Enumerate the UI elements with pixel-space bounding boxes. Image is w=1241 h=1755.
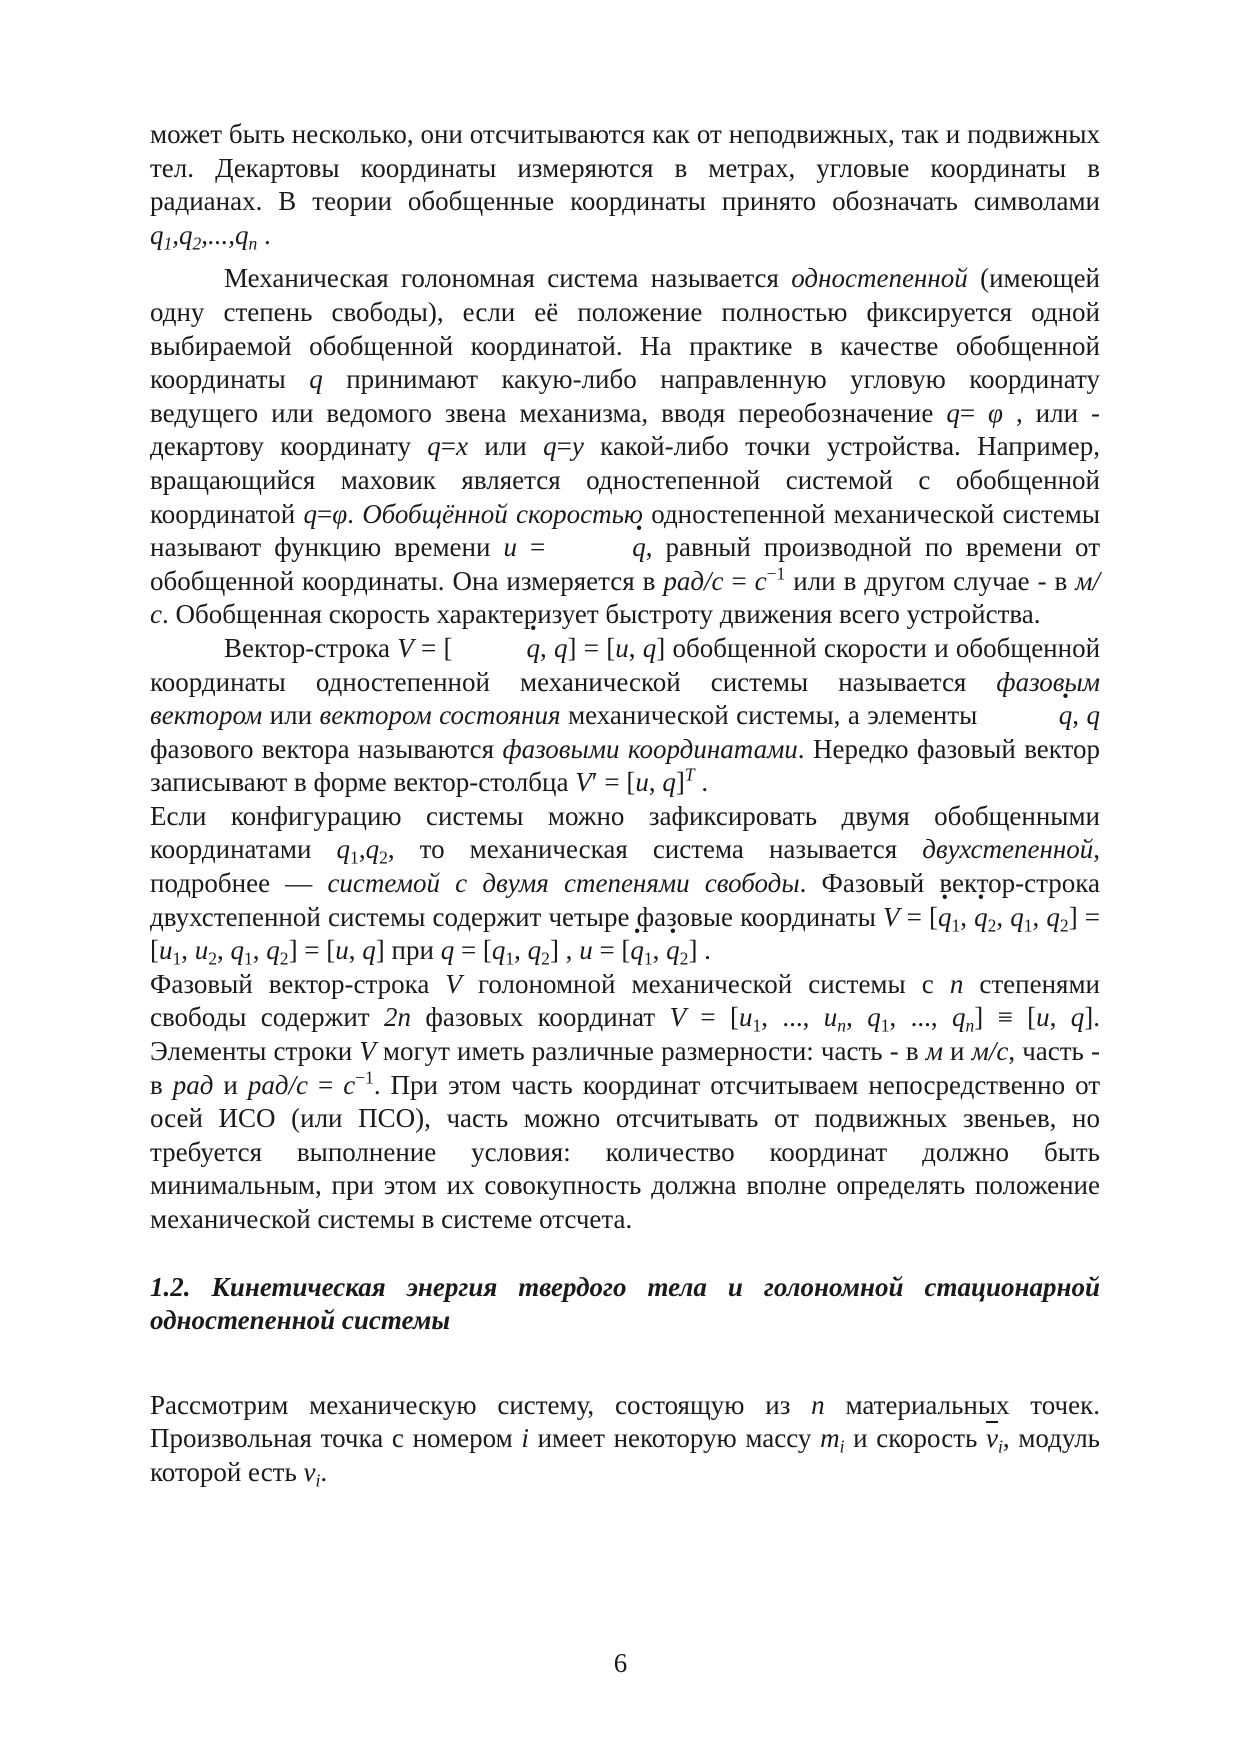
text: . Нередко фазовый вектор записывают в форме вектор-столбца [150, 733, 1100, 798]
text: , то механическая система называется [387, 834, 923, 865]
page-number: 6 [613, 1648, 628, 1678]
paragraph-2: Механическая голономная система называется одностепенной (имеющей одну степень свободы), если её положение полностью фиксируется одной выбираемой обобщенной координатой. На практике в качестве обобщенной координаты q принимают какую-либо направленную угловую координату ведущего или ведомого звена механизма, вводя переобозначение q= φ , или - декартову координату q=x или q=y какой-либо точки устройства. Например, вращающийся маховик является одностепенной системой с обобщенной координатой q=φ. Обобщённой скоростью одностепенной механической системы называют функцию времени u = q ·, равный производной по времени от обобщенной координаты. Она измеряется в $рад/с = c^{-1}$ или в другом случае - в м/с. Обобщенная скорость характеризует быстроту движения всего устройства. [150, 262, 1100, 632]
paragraph-1: может быть несколько, они отсчитываются как от неподвижных, так и подвижных тел. Декартовы координаты измеряются в метрах, угловые координаты в радианах. В теории обобщенные координаты принято обозначать символами $q_1,q_2,...,q_n$ . [150, 119, 1100, 254]
formula-two-dof-vector: $V = [q \cdot_1$, $q \cdot_2$, $q_1$, $q_2] = [u_1$, $u_2$, $q_1$, $q_2] = [u$, q] [150, 902, 1100, 966]
term-one-dof: одностепенной [791, 263, 968, 294]
term-state-vector: вектором состояния [319, 700, 561, 731]
text: или [262, 700, 320, 731]
paragraph-4: Если конфигурацию системы можно зафиксировать двумя обобщенными координатами $q_1,q_2$, то механическая система называется двухстепенной, подробнее — системой с двумя степенями свободы. Фазовый вектор-строка двухстепенной системы содержит четыре фазовые координаты $V = [q \cdot_1$, $q \cdot_2$, $q_1$, $q_2] = [u_1$, $u_2$, $q_1$, $q_2] = [u$, q] при $q = [q_1$, $q_2$] , $u = [q \cdot_1$, $q \cdot_2$] . [150, 800, 1100, 968]
term-phase-coordinates: фазовыми координатами [502, 733, 798, 764]
formula-u-equals-qdot: u [503, 532, 517, 563]
text: степенями свободы содержит [150, 968, 1100, 1033]
text: механической системы, а элементы [560, 700, 985, 731]
text: фазовых координат [410, 1002, 670, 1033]
unit-rad-s: рад/с [247, 1069, 308, 1100]
paragraph-5: Фазовый вектор-строка V голономной механической системы с n степенями свободы содержит 2n фазовых координат $V = [u_1$, ..., $u_n$, $q_1$, ..., $q_n] \equiv [u$, q]. Элементы строки V могут иметь различные размерности: часть - в м и м/с, часть - в рад и $рад/с = c^{-1}$. При этом часть координат отсчитываем непосредственно от осей ИСО (или ПСО), часть можно отсчитывать от подвижных звеньев, но требуется выполнение условия: количество координат должно быть минимальным, при этом их совокупность должна вполне определять положение механической системы в системе отсчета. [150, 968, 1101, 1234]
unit-m-s: м/с [971, 1036, 1009, 1067]
text: голономной механической системы с [461, 968, 950, 999]
unit-rad: рад [172, 1069, 214, 1100]
text: . При этом часть координат отсчитываем непосредственно от осей ИСО (или ПСО), часть можно отсчитывать от подвижных звеньев, но требуется выполнение условия: количество координат должно быть минимальным, при этом их совокупность должна вполне определять положение механической системы в системе отсчета. [150, 1069, 1101, 1234]
unit-rad-s: рад/с [663, 565, 724, 596]
formula-q-list: $q_1,q_2,...,q_n$ [150, 219, 258, 254]
section-heading: 1.2. Кинетическая энергия твердого тела и голономной стационарной одностепенной системы [150, 1271, 1100, 1335]
text: или [468, 431, 544, 462]
text: . [347, 498, 363, 529]
text: и скорость [844, 1423, 987, 1454]
text: Если конфигурацию системы можно зафиксировать двумя обобщенными координатами [150, 800, 1100, 865]
term-phase-vector: фазовым вектором [150, 666, 1100, 731]
formula-column-vector: V′ = [u, q]$^T$ [575, 764, 695, 798]
term-generalized-velocity: Обобщённой скоростью [362, 498, 643, 529]
paragraph-6: Рассмотрим механическую систему, состоящую из n материальных точек. Произвольная точка с номером i имеет некоторую массу $m_i$ и скорость $\overline{v}_i$, модуль которой есть $v_i$. [150, 1389, 1100, 1491]
text: , подробнее — [150, 834, 1100, 899]
text: . Обобщенная скорость характеризует быстроту движения всего устройства. [161, 599, 1041, 630]
formula-velocity-vector: $\overline{v}$ [986, 1423, 998, 1454]
term-two-dof: двухстепенной [922, 834, 1094, 865]
text: материальных точек. Произвольная точка с номером [150, 1389, 1100, 1454]
paragraph-3: Вектор-строка V = [ q ·, q] = [u, q] обобщенной скорости и обобщенной координаты одностепенной механической системы называется фазовым вектором или вектором состояния механической системы, а элементы q ·, q фазового вектора называются фазовыми координатами. Нередко фазовый вектор записывают в форме вектор-столбца V′ = [u, q]$^T$ . [150, 632, 1100, 800]
text: . Элементы строки [150, 1002, 1101, 1067]
text: обобщенной скорости и обобщенной координаты одностепенной механической системы называется [150, 632, 1101, 697]
value-2n: 2n [383, 1002, 411, 1033]
text: Рассмотрим механическую систему, состоящую из [150, 1389, 812, 1420]
text: , равный производной по времени от обобщенной координаты. Она измеряется в [150, 532, 1100, 596]
text: может быть несколько, они отсчитываются как от неподвижных, так и подвижных тел. Декартовы координаты измеряются в метрах, угловые координаты в радианах. В теории обобщенные координаты принято обозначать символами [150, 119, 1100, 217]
unit-m-s: м/с [150, 565, 1100, 630]
text: какой-либо точки устройства. Например, вращающийся маховик является одностепенной системой с обобщенной координатой [150, 431, 1100, 529]
formula-phase-vector: V = [ q ·, q] = [u, q] [397, 633, 665, 663]
text: имеет некоторую массу [528, 1423, 821, 1454]
text: при [384, 935, 441, 966]
formula-n-dof-vector: $V = [u_1$, ..., $u_n$, $q_1$, ..., $q_n] \equiv [u$, q] [669, 1002, 1094, 1036]
text: Вектор-строка [224, 632, 398, 663]
text: . Фазовый вектор-строка двухстепенной системы содержит четыре фазовые координаты [150, 868, 1100, 932]
text: , часть - в [150, 1036, 1100, 1100]
text: или в другом случае - в [785, 565, 1076, 596]
text: Механическая голономная система называется [224, 263, 792, 294]
text: и [213, 1069, 248, 1100]
text: принимают какую-либо направленную угловую координату ведущего или ведомого звена механизма, вводя переобозначение [150, 364, 1100, 428]
unit-m: м [925, 1036, 943, 1067]
text: (имеющей одну степень свободы), если её положение полностью фиксируется одной выбираемой обобщенной координатой. На практике в качестве обобщенной координаты [150, 263, 1101, 395]
text: Фазовый вектор-строка [150, 968, 446, 999]
text: могут иметь различные размерности: часть - в [375, 1036, 926, 1067]
text: фазового вектора называются [150, 733, 503, 764]
document-page [150, 118, 1100, 1489]
text: , модуль которой есть [150, 1423, 1100, 1487]
text: и [942, 1036, 972, 1067]
term-two-degrees: системой с двумя степенями свободы [327, 868, 800, 899]
text: , или - декартову координату [150, 397, 1100, 462]
text: одностепенной механической системы называют функцию времени [150, 498, 1100, 563]
